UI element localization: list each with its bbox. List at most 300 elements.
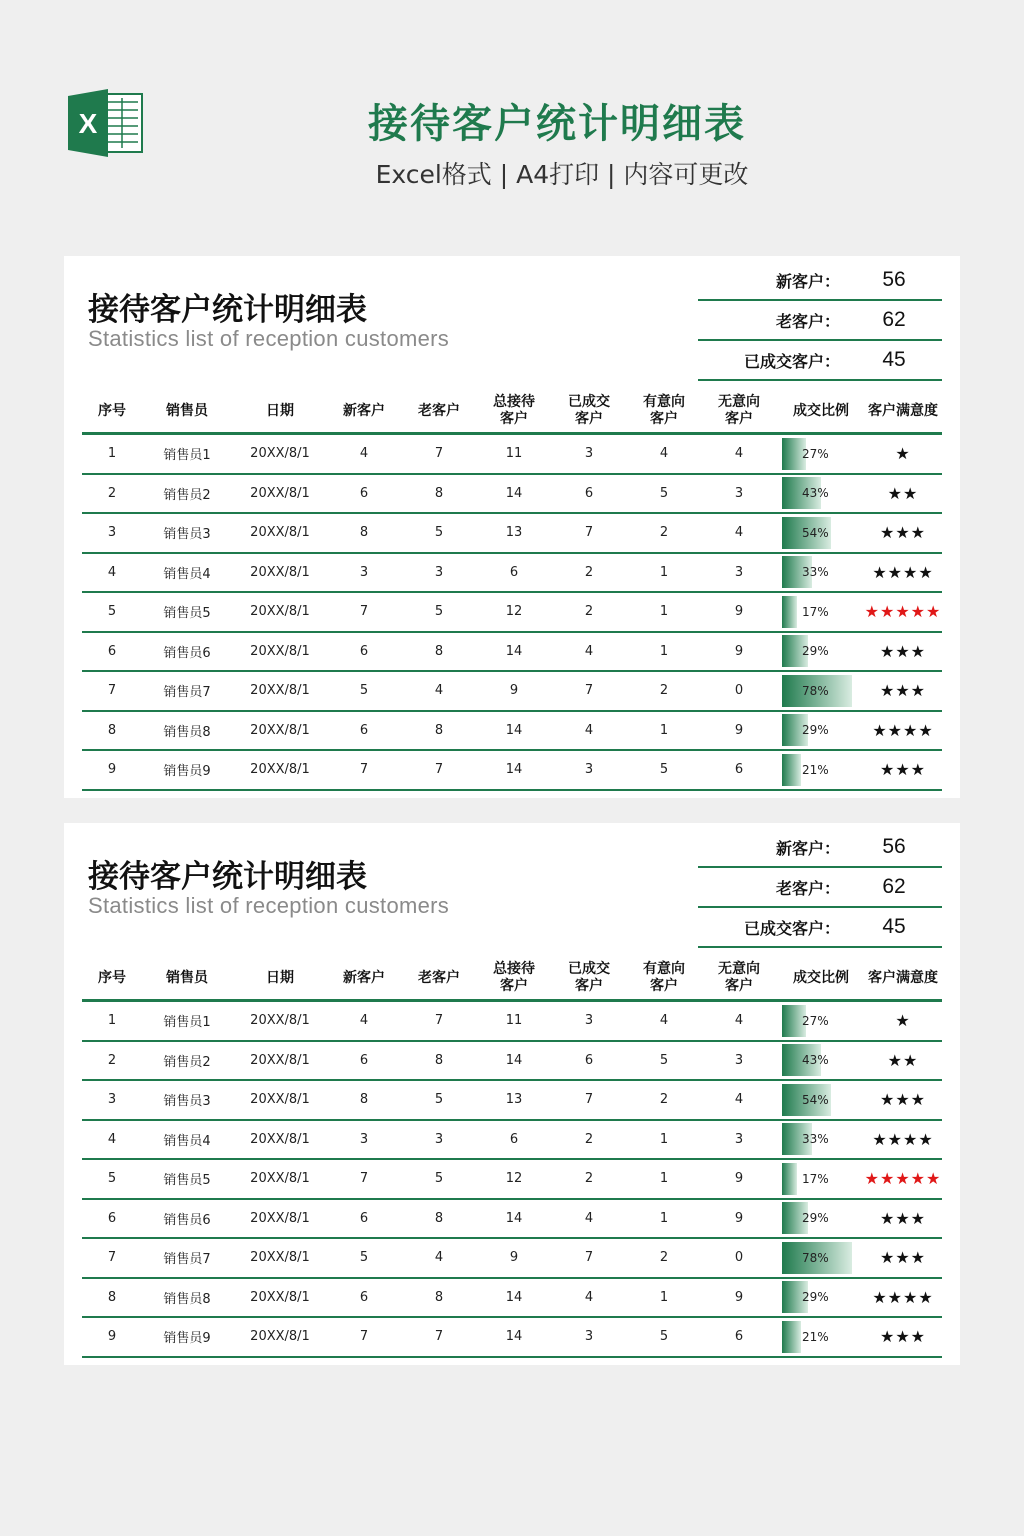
table-cell-no: 4 [107,1131,117,1147]
page-subtitle: Excel格式 | A4打印 | 内容可更改 [375,160,749,189]
column-header-text: 无意向 [718,961,760,977]
table-cell-nointent: 6 [734,1329,744,1345]
table-cell-ratio [778,1321,864,1353]
column-header [400,403,478,420]
table-cell-total: 13 [505,1092,523,1108]
table-cell-total: 14 [505,762,523,778]
table-cell-nointent: 4 [734,1013,744,1029]
table-cell-old: 5 [434,525,444,541]
satisfaction-stars: ★★★ [879,523,927,543]
table-cell-old: 8 [434,722,444,738]
column-header-text: 成交比例 [793,402,849,419]
column-header-text: 销售员 [166,402,208,419]
table-cell-new: 7 [359,1329,369,1345]
column-header-text: 新客户 [343,969,385,986]
table-cell-deal: 3 [584,762,594,778]
table-cell-satisfaction [864,523,942,542]
table-cell-date: 20XX/8/1 [250,1013,310,1029]
summary-panel [698,261,942,381]
column-header-text: 客户 [725,978,753,994]
page-title: 接待客户统计明细表 [368,101,746,147]
table-cell-total: 6 [509,564,519,580]
satisfaction-stars: ★★★★ [872,562,934,582]
table-cell-total: 13 [505,525,523,541]
summary-label: 新客户： [775,838,840,858]
ratio-cell [778,556,864,588]
table-cell-ratio [778,1123,864,1155]
ratio-cell [778,517,864,549]
table-row [82,1279,942,1319]
table-cell-total: 9 [509,683,519,699]
table-cell-date: 20XX/8/1 [250,446,310,462]
table-cell-date: 20XX/8/1 [250,485,310,501]
table-cell-nointent: 4 [734,1092,744,1108]
ratio-bar [782,1163,797,1195]
table-cell-no: 3 [107,1092,117,1108]
stats-table [82,957,942,1358]
table-cell-old: 7 [434,446,444,462]
table-cell-total: 12 [505,1171,523,1187]
table-cell-no: 9 [107,1329,117,1345]
column-header [628,961,700,995]
table-cell-old: 3 [434,1131,444,1147]
ratio-bar [782,596,797,628]
column-header [232,970,328,987]
satisfaction-stars: ★★★ [879,1208,927,1228]
column-header [864,403,942,420]
summary-label: 老客户： [775,311,840,331]
table-cell-sales: 销售员3 [163,527,211,543]
table-cell-satisfaction [864,563,942,582]
table-cell-intent: 1 [659,643,669,659]
table-cell-satisfaction [864,1248,942,1267]
top-header [0,0,1024,230]
table-cell-sales: 销售员8 [163,724,211,740]
table-cell-deal: 2 [584,1171,594,1187]
table-cell-old: 5 [434,1171,444,1187]
table-header-row [82,390,942,435]
column-header-text: 客户 [575,978,603,994]
table-cell-date: 20XX/8/1 [250,1052,310,1068]
table-cell-total: 11 [505,1013,523,1029]
table-cell-no: 8 [107,722,117,738]
table-cell-sales: 销售员1 [163,448,211,464]
table-cell-no: 1 [107,1013,117,1029]
table-cell-sales: 销售员2 [163,1054,211,1070]
summary-row [698,341,942,381]
table-cell-new: 5 [359,683,369,699]
ratio-text: 78% [802,683,829,698]
column-header-text: 客户 [500,978,528,994]
column-header-text: 客户 [650,411,678,427]
ratio-text: 54% [802,1092,829,1107]
table-cell-deal: 7 [584,1250,594,1266]
table-cell-nointent: 3 [734,1131,744,1147]
card-title: 接待客户统计明细表 [88,859,367,895]
table-cell-deal: 3 [584,446,594,462]
table-row [82,1042,942,1082]
table-cell-deal: 6 [584,1052,594,1068]
table-cell-date: 20XX/8/1 [250,1289,310,1305]
table-cell-intent: 5 [659,1329,669,1345]
table-cell-ratio [778,714,864,746]
table-cell-no: 5 [107,604,117,620]
table-cell-intent: 2 [659,683,669,699]
table-row [82,475,942,515]
table-cell-intent: 5 [659,485,669,501]
summary-value: 62 [882,875,906,898]
table-cell-ratio [778,477,864,509]
table-cell-no: 2 [107,485,117,501]
table-cell-nointent: 3 [734,564,744,580]
ratio-bar [782,1321,801,1353]
table-cell-ratio [778,754,864,786]
table-cell-sales: 销售员1 [163,1015,211,1031]
table-cell-old: 8 [434,485,444,501]
table-cell-intent: 2 [659,1092,669,1108]
table-cell-intent: 1 [659,1289,669,1305]
table-cell-no: 4 [107,564,117,580]
table-cell-deal: 3 [584,1329,594,1345]
ratio-text: 21% [802,1329,829,1344]
table-cell-new: 8 [359,1092,369,1108]
ratio-cell [778,675,864,707]
table-cell-nointent: 9 [734,643,744,659]
column-header-text: 老客户 [418,969,460,986]
table-cell-intent: 1 [659,1210,669,1226]
table-cell-sales: 销售员4 [163,566,211,582]
column-header-text: 客户 [500,411,528,427]
table-cell-nointent: 9 [734,1171,744,1187]
table-cell-satisfaction [864,1051,942,1070]
table-cell-total: 14 [505,643,523,659]
table-cell-no: 5 [107,1171,117,1187]
table-cell-ratio [778,635,864,667]
ratio-text: 43% [802,1053,829,1068]
table-cell-intent: 2 [659,1250,669,1266]
table-row [82,633,942,673]
table-cell-nointent: 9 [734,722,744,738]
table-cell-ratio [778,675,864,707]
table-cell-new: 7 [359,604,369,620]
table-cell-no: 1 [107,446,117,462]
table-cell-old: 8 [434,1052,444,1068]
ratio-cell [778,714,864,746]
table-cell-deal: 7 [584,683,594,699]
table-cell-deal: 4 [584,722,594,738]
card-subtitle: Statistics list of reception customers [88,893,450,918]
column-header [82,970,142,987]
ratio-text: 29% [802,644,829,659]
column-header-text: 总接待 [493,961,535,977]
column-header [82,403,142,420]
column-header-text: 已成交 [568,961,610,977]
ratio-text: 78% [802,1250,829,1265]
table-cell-no: 6 [107,643,117,659]
column-header-text: 销售员 [166,969,208,986]
table-cell-new: 7 [359,1171,369,1187]
table-cell-old: 3 [434,564,444,580]
table-cell-nointent: 0 [734,1250,744,1266]
satisfaction-stars: ★★★ [879,1090,927,1110]
ratio-cell [778,1005,864,1037]
table-row [82,1081,942,1121]
summary-panel [698,828,942,948]
table-cell-new: 5 [359,1250,369,1266]
table-cell-satisfaction [864,444,942,463]
summary-value: 56 [882,835,906,858]
table-cell-date: 20XX/8/1 [250,525,310,541]
table-cell-total: 14 [505,1210,523,1226]
satisfaction-stars: ★ [895,1011,911,1031]
table-card [64,823,960,1365]
column-header [400,970,478,987]
table-cell-date: 20XX/8/1 [250,564,310,580]
table-cell-new: 4 [359,1013,369,1029]
ratio-cell [778,1321,864,1353]
summary-value: 56 [882,268,906,291]
table-cell-ratio [778,596,864,628]
table-cell-ratio [778,1163,864,1195]
table-cell-satisfaction [864,602,942,621]
table-row [82,593,942,633]
column-header [700,394,778,428]
table-cell-satisfaction [864,681,942,700]
table-cell-sales: 销售员2 [163,487,211,503]
table-cell-no: 2 [107,1052,117,1068]
table-row [82,1002,942,1042]
table-row [82,554,942,594]
satisfaction-stars: ★★★ [879,641,927,661]
ratio-cell [778,1242,864,1274]
ratio-cell [778,1202,864,1234]
satisfaction-stars: ★★ [887,1050,919,1070]
satisfaction-stars: ★★★★ [872,720,934,740]
table-cell-total: 12 [505,604,523,620]
table-cell-deal: 2 [584,1131,594,1147]
table-cell-ratio [778,556,864,588]
table-cell-old: 8 [434,1289,444,1305]
ratio-text: 43% [802,486,829,501]
table-cell-new: 6 [359,485,369,501]
table-cell-total: 11 [505,446,523,462]
table-cell-sales: 销售员3 [163,1094,211,1110]
table-cell-new: 7 [359,762,369,778]
table-row [82,712,942,752]
table-cell-new: 6 [359,1052,369,1068]
table-cell-old: 8 [434,1210,444,1226]
summary-value: 45 [882,348,906,371]
table-cell-new: 3 [359,564,369,580]
summary-value: 62 [882,308,906,331]
table-cell-sales: 销售员5 [163,1173,211,1189]
column-header [550,394,628,428]
satisfaction-stars: ★★★★ [872,1287,934,1307]
table-cell-new: 6 [359,1289,369,1305]
table-header-row [82,957,942,1002]
ratio-text: 29% [802,1211,829,1226]
satisfaction-stars: ★ [895,444,911,464]
table-cell-satisfaction [864,642,942,661]
satisfaction-stars: ★★★ [879,1327,927,1347]
table-cell-new: 8 [359,525,369,541]
summary-row [698,908,942,948]
table-cell-deal: 3 [584,1013,594,1029]
stats-table [82,390,942,791]
ratio-cell [778,1084,864,1116]
table-cell-nointent: 3 [734,1052,744,1068]
table-cell-ratio [778,517,864,549]
ratio-cell [778,596,864,628]
table-cell-sales: 销售员9 [163,1331,211,1347]
column-header [142,970,232,987]
table-cell-intent: 1 [659,1171,669,1187]
table-cell-satisfaction [864,1011,942,1030]
summary-row [698,301,942,341]
table-cell-intent: 1 [659,722,669,738]
column-header [142,403,232,420]
table-cell-sales: 销售员7 [163,685,211,701]
satisfaction-stars: ★★★ [879,681,927,701]
satisfaction-stars: ★★★★ [872,1129,934,1149]
column-header [778,403,864,420]
summary-row [698,828,942,868]
card-title: 接待客户统计明细表 [88,292,367,328]
satisfaction-stars: ★★★★★ [864,602,942,622]
table-cell-satisfaction [864,1130,942,1149]
table-cell-old: 5 [434,604,444,620]
satisfaction-stars: ★★★★★ [864,1169,942,1189]
table-cell-deal: 6 [584,485,594,501]
table-cell-date: 20XX/8/1 [250,762,310,778]
column-header [478,394,550,428]
ratio-text: 29% [802,1290,829,1305]
table-cell-deal: 7 [584,525,594,541]
table-cell-total: 14 [505,1329,523,1345]
table-cell-date: 20XX/8/1 [250,1171,310,1187]
ratio-cell [778,1163,864,1195]
table-cell-old: 5 [434,1092,444,1108]
table-row [82,1318,942,1358]
summary-label: 已成交客户： [743,351,840,371]
table-cell-new: 3 [359,1131,369,1147]
column-header-text: 已成交 [568,394,610,410]
ratio-cell [778,1123,864,1155]
ratio-text: 54% [802,525,829,540]
table-row [82,751,942,791]
column-header [478,961,550,995]
summary-row [698,868,942,908]
column-header-text: 日期 [266,969,294,986]
column-header-text: 日期 [266,402,294,419]
table-cell-date: 20XX/8/1 [250,1092,310,1108]
table-cell-date: 20XX/8/1 [250,604,310,620]
table-cell-sales: 销售员6 [163,1212,211,1228]
table-cell-old: 7 [434,762,444,778]
table-cell-ratio [778,438,864,470]
ratio-text: 33% [802,1132,829,1147]
table-cell-total: 6 [509,1131,519,1147]
table-cell-intent: 1 [659,564,669,580]
table-cell-deal: 7 [584,1092,594,1108]
column-header [328,403,400,420]
ratio-cell [778,438,864,470]
table-cell-deal: 4 [584,1210,594,1226]
table-row [82,1160,942,1200]
table-cell-date: 20XX/8/1 [250,722,310,738]
table-cell-satisfaction [864,1169,942,1188]
summary-label: 已成交客户： [743,918,840,938]
table-cell-no: 7 [107,683,117,699]
table-cell-no: 3 [107,525,117,541]
table-cell-deal: 4 [584,1289,594,1305]
satisfaction-stars: ★★★ [879,760,927,780]
table-cell-ratio [778,1242,864,1274]
table-row [82,1121,942,1161]
table-cell-no: 9 [107,762,117,778]
table-cell-new: 6 [359,1210,369,1226]
column-header [778,970,864,987]
column-header-text: 老客户 [418,402,460,419]
table-cell-ratio [778,1281,864,1313]
table-cell-intent: 4 [659,1013,669,1029]
table-card [64,256,960,798]
table-cell-old: 8 [434,643,444,659]
table-cell-intent: 5 [659,762,669,778]
table-cell-old: 4 [434,683,444,699]
table-cell-deal: 2 [584,564,594,580]
ratio-text: 33% [802,565,829,580]
table-cell-date: 20XX/8/1 [250,1329,310,1345]
table-cell-total: 14 [505,485,523,501]
table-cell-deal: 2 [584,604,594,620]
column-header-text: 有意向 [643,961,685,977]
table-cell-intent: 1 [659,1131,669,1147]
table-cell-total: 9 [509,1250,519,1266]
column-header-text: 无意向 [718,394,760,410]
table-cell-nointent: 4 [734,446,744,462]
column-header [700,961,778,995]
table-cell-satisfaction [864,1209,942,1228]
summary-value: 45 [882,915,906,938]
column-header-text: 客户 [575,411,603,427]
ratio-cell [778,1044,864,1076]
column-header-text: 成交比例 [793,969,849,986]
table-cell-satisfaction [864,1327,942,1346]
column-header-text: 新客户 [343,402,385,419]
table-cell-date: 20XX/8/1 [250,683,310,699]
table-cell-nointent: 6 [734,762,744,778]
table-row [82,514,942,554]
ratio-text: 17% [802,1171,829,1186]
ratio-cell [778,635,864,667]
ratio-text: 27% [802,446,829,461]
summary-label: 老客户： [775,878,840,898]
table-cell-total: 14 [505,1052,523,1068]
column-header [550,961,628,995]
table-cell-sales: 销售员8 [163,1291,211,1307]
table-cell-ratio [778,1202,864,1234]
table-cell-total: 14 [505,722,523,738]
table-cell-ratio [778,1044,864,1076]
column-header-text: 客户满意度 [868,402,938,419]
satisfaction-stars: ★★ [887,483,919,503]
table-row [82,435,942,475]
ratio-text: 27% [802,1013,829,1028]
ratio-cell [778,754,864,786]
table-cell-total: 14 [505,1289,523,1305]
excel-logo-letter: X [78,108,98,139]
